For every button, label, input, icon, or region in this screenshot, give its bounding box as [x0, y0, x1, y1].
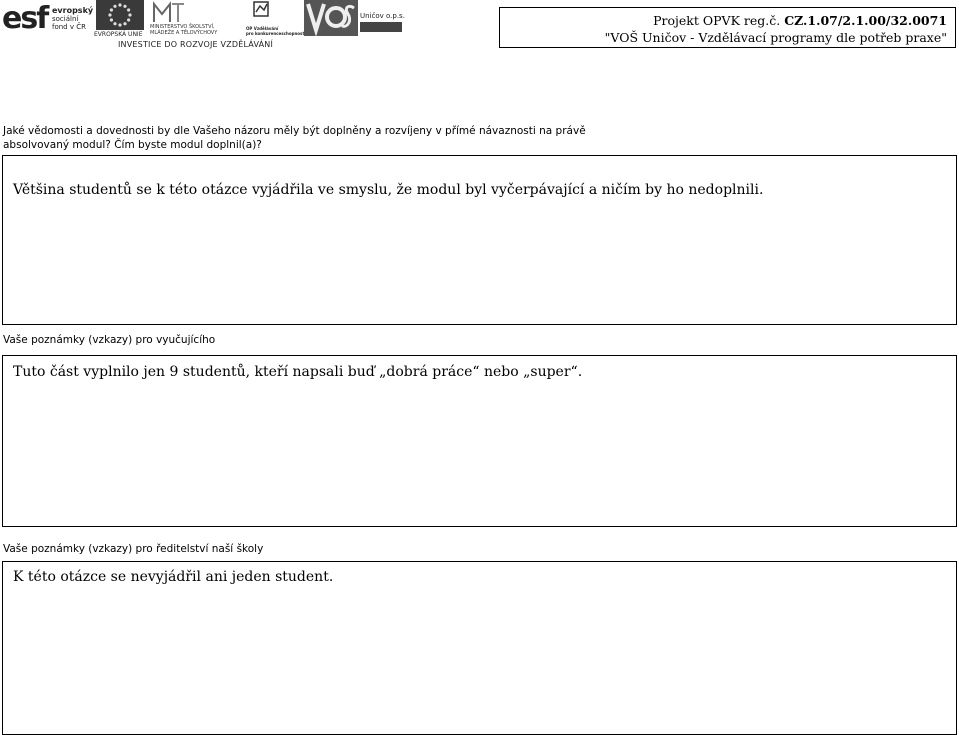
unicov-logo-bar	[360, 22, 402, 32]
eu-flag-icon	[96, 0, 144, 30]
msmt-logo	[150, 0, 240, 40]
question-2: Vaše poznámky (vzkazy) pro vyučujícího	[3, 334, 216, 346]
esf-text-line1: evropský	[52, 6, 94, 15]
op-logo	[246, 0, 305, 40]
question-1-line1: Jaké vědomosti a dovednosti by dle Vašeho názoru měly být doplněny a rozvíjeny v přímé návaznosti na právě	[3, 125, 586, 137]
esf-text-line2: sociální	[52, 15, 79, 23]
op-caption	[246, 26, 304, 36]
vos-logo	[304, 0, 358, 36]
answer-box-2	[2, 355, 957, 527]
answer-box-3	[2, 561, 957, 735]
esf-logo	[0, 0, 94, 38]
op-caption-line2: pro konkurenceschopnost	[246, 31, 305, 36]
project-line2: "VOŠ Uničov - Vzdělávací programy dle potřeb praxe"	[604, 30, 947, 45]
esf-logo-mark: esf	[2, 1, 48, 36]
answer-box-1	[2, 155, 957, 325]
answer-1-text: Většina studentů se k této otázce vyjádřila ve smyslu, že modul byl vyčerpávající a ničím by ho nedoplnili.	[13, 182, 764, 198]
unicov-logo	[360, 12, 404, 34]
question-1	[3, 124, 586, 152]
project-info-box	[499, 7, 956, 48]
project-line1	[500, 12, 947, 29]
esf-text-line3: fond v ČR	[52, 23, 86, 31]
logo-strip	[0, 0, 410, 52]
answer-2-text: Tuto část vyplnilo jen 9 studentů, kteří napsali buď „dobrá práce“ nebo „super“.	[13, 364, 583, 380]
msmt-caption-line2: MLÁDEŽE A TĚLOVÝCHOVY	[150, 30, 218, 36]
answer-3-text: K této otázce se nevyjádřil ani jeden student.	[13, 569, 334, 585]
msmt-caption-line1: MINISTERSTVO ŠKOLSTVÍ,	[150, 24, 215, 30]
project-code: CZ.1.07/2.1.00/32.0071	[784, 13, 947, 28]
msmt-caption	[150, 24, 217, 36]
question-3: Vaše poznámky (vzkazy) pro ředitelství naší školy	[3, 543, 264, 555]
eu-caption: EVROPSKÁ UNIE	[94, 31, 143, 38]
op-caption-line1: OP Vzdělávání	[246, 26, 279, 31]
msmt-emblem-icon	[150, 0, 190, 24]
op-emblem-icon	[246, 0, 276, 26]
esf-logo-text	[52, 7, 93, 31]
investment-tagline: INVESTICE DO ROZVOJE VZDĚLÁVÁNÍ	[118, 40, 274, 49]
eu-logo	[94, 0, 146, 38]
unicov-logo-text: Uničov o.p.s.	[360, 12, 405, 20]
project-prefix: Projekt OPVK reg.č.	[653, 13, 785, 28]
question-1-line2: absolvovaný modul? Čím byste modul doplnil(a)?	[3, 139, 262, 151]
